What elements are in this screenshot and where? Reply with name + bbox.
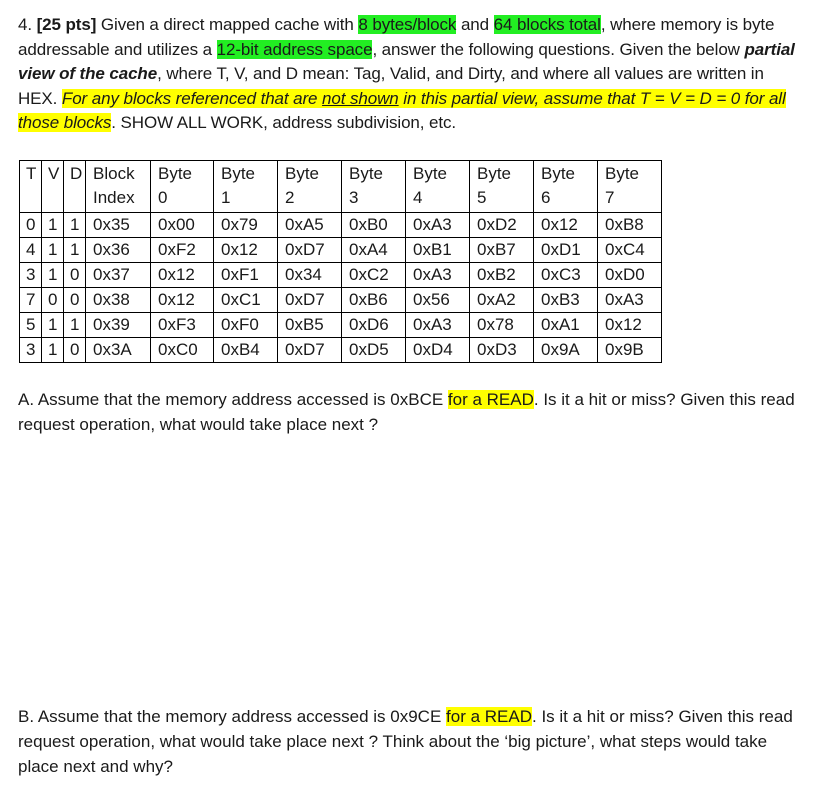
column-header-line2: 3 [349, 188, 359, 207]
table-cell: 0xF3 [151, 313, 214, 338]
column-header [470, 161, 534, 213]
highlight-address-space: 12-bit address space [216, 39, 373, 59]
column-header-line2: 5 [477, 188, 487, 207]
table-cell: 1 [42, 263, 64, 288]
table-cell: 7 [20, 288, 42, 313]
question-statement [18, 13, 798, 136]
column-header-line2: 0 [158, 188, 168, 207]
table-cell: 0x56 [406, 288, 470, 313]
table-cell: 0x12 [151, 263, 214, 288]
part-a-text: . Is it a hit or miss? Given this read request operation, what would take place next ? [18, 390, 795, 434]
table-cell: 0xF0 [214, 313, 278, 338]
column-header-line2: 7 [605, 188, 615, 207]
table-cell: 0xC4 [598, 238, 662, 263]
table-cell: 0xB7 [470, 238, 534, 263]
column-header-line1: Byte [158, 164, 193, 183]
question-number: 4. [18, 15, 32, 34]
column-header-line1: V [48, 164, 60, 183]
column-header-line2: Index [93, 188, 135, 207]
table-cell: 1 [64, 238, 86, 263]
column-header [20, 161, 42, 213]
table-cell: 0xD2 [470, 213, 534, 238]
table-cell: 0 [64, 263, 86, 288]
table-cell: 0x79 [214, 213, 278, 238]
table-row [20, 213, 662, 238]
table-cell: 0xC3 [534, 263, 598, 288]
column-header [342, 161, 406, 213]
table-cell: 3 [20, 338, 42, 363]
column-header-line2: 2 [285, 188, 295, 207]
column-header [42, 161, 64, 213]
table-cell: 0xD4 [406, 338, 470, 363]
table-cell: 0x39 [86, 313, 151, 338]
table-header-row [20, 161, 662, 213]
table-cell: 1 [42, 338, 64, 363]
column-header-line2: 1 [221, 188, 231, 207]
column-header-line1: Byte [541, 164, 576, 183]
table-cell: 0xF2 [151, 238, 214, 263]
table-cell: 0xA3 [406, 213, 470, 238]
table-cell: 0xB3 [534, 288, 598, 313]
table-cell: 0xC0 [151, 338, 214, 363]
part-a-highlight: for a READ [447, 390, 534, 409]
table-cell: 0x9B [598, 338, 662, 363]
column-header-line1: Byte [349, 164, 384, 183]
table-cell: 0x9A [534, 338, 598, 363]
table-cell: 0x12 [151, 288, 214, 313]
part-b-question [18, 704, 808, 779]
table-cell: 0xA4 [342, 238, 406, 263]
column-header-line2: 6 [541, 188, 551, 207]
highlight-block-count: 64 blocks total [493, 15, 601, 34]
cache-table [19, 160, 662, 363]
column-header-line1: Byte [285, 164, 320, 183]
column-header [151, 161, 214, 213]
table-cell: 0xD6 [342, 313, 406, 338]
table-row [20, 263, 662, 288]
table-cell: 0x38 [86, 288, 151, 313]
table-cell: 1 [64, 213, 86, 238]
table-cell: 0xF1 [214, 263, 278, 288]
table-cell: 0xD7 [278, 338, 342, 363]
table-cell: 0 [64, 338, 86, 363]
table-cell: 0 [42, 288, 64, 313]
column-header-line1: Byte [413, 164, 448, 183]
table-cell: 0xB0 [342, 213, 406, 238]
table-cell: 0xA3 [406, 263, 470, 288]
table-cell: 0x12 [534, 213, 598, 238]
table-cell: 0xD3 [470, 338, 534, 363]
table-cell: 1 [42, 313, 64, 338]
question-text: Given a direct mapped cache with [96, 15, 359, 34]
table-cell: 4 [20, 238, 42, 263]
table-cell: 0xD7 [278, 238, 342, 263]
table-cell: 0xA2 [470, 288, 534, 313]
question-text: , where T, V, and D mean: Tag, Valid, and Dirty, and where all values are written in HEX. [18, 64, 764, 108]
table-cell: 0x3A [86, 338, 151, 363]
table-cell: 0x12 [214, 238, 278, 263]
assumption-text: For any blocks referenced that are [61, 88, 323, 108]
table-cell: 0x12 [598, 313, 662, 338]
part-a-text: A. Assume that the memory address accessed is 0xBCE [18, 390, 448, 409]
table-cell: 0xB5 [278, 313, 342, 338]
column-header-line1: Block [93, 164, 135, 183]
table-cell: 1 [42, 213, 64, 238]
table-cell: 0x34 [278, 263, 342, 288]
question-text: and [456, 15, 494, 34]
column-header-line1: Byte [605, 164, 640, 183]
table-cell: 0x78 [470, 313, 534, 338]
table-cell: 0xD0 [598, 263, 662, 288]
part-b-highlight: for a READ [446, 707, 533, 726]
bold-partial-view: partial view of the cache [18, 39, 795, 84]
table-cell: 5 [20, 313, 42, 338]
table-cell: 0x36 [86, 238, 151, 263]
table-cell: 0xD5 [342, 338, 406, 363]
question-points: [25 pts] [36, 15, 97, 34]
table-cell: 0xB8 [598, 213, 662, 238]
table-cell: 0 [64, 288, 86, 313]
column-header-line2: 4 [413, 188, 423, 207]
part-b-text: . Is it a hit or miss? Given this read request operation, what would take place next ? Think about the ‘big picture’, what steps would take place next and why? [18, 707, 793, 776]
highlight-block-size: 8 bytes/block [358, 15, 457, 34]
part-a-question [18, 387, 808, 437]
table-cell: 0xA1 [534, 313, 598, 338]
table-cell: 3 [20, 263, 42, 288]
column-header-line1: Byte [221, 164, 256, 183]
part-b-text: B. Assume that the memory address accessed is 0x9CE [18, 707, 447, 726]
table-cell: 0x35 [86, 213, 151, 238]
assumption-underlined: not shown [322, 88, 399, 108]
column-header [406, 161, 470, 213]
table-cell: 0xB4 [214, 338, 278, 363]
table-cell: 1 [64, 313, 86, 338]
column-header-line1: D [70, 164, 83, 183]
column-header [86, 161, 151, 213]
table-cell: 1 [42, 238, 64, 263]
table-cell: 0xA3 [406, 313, 470, 338]
assumption-text: in this partial view, assume that T = V = D = 0 for all those blocks [18, 88, 786, 133]
table-cell: 0x37 [86, 263, 151, 288]
column-header-line1: Byte [477, 164, 512, 183]
table-cell: 0xB1 [406, 238, 470, 263]
column-header [278, 161, 342, 213]
column-header [64, 161, 86, 213]
table-cell: 0xC1 [214, 288, 278, 313]
table-cell: 0xD7 [278, 288, 342, 313]
table-cell: 0xC2 [342, 263, 406, 288]
table-cell: 0xA5 [278, 213, 342, 238]
column-header [598, 161, 662, 213]
table-cell: 0xB2 [470, 263, 534, 288]
column-header [534, 161, 598, 213]
question-text: , where memory is byte addressable and utilizes a [18, 15, 775, 59]
question-text: , answer the following questions. Given the below [372, 39, 745, 59]
column-header [214, 161, 278, 213]
table-cell: 0xA3 [598, 288, 662, 313]
table-cell: 0 [20, 213, 42, 238]
table-row [20, 313, 662, 338]
table-row [20, 338, 662, 363]
table-cell: 0x00 [151, 213, 214, 238]
table-cell: 0xB6 [342, 288, 406, 313]
table-cell: 0xD1 [534, 238, 598, 263]
table-row [20, 288, 662, 313]
table-row [20, 238, 662, 263]
column-header-line1: T [26, 164, 37, 183]
question-text: . SHOW ALL WORK, address subdivision, etc. [111, 113, 457, 133]
